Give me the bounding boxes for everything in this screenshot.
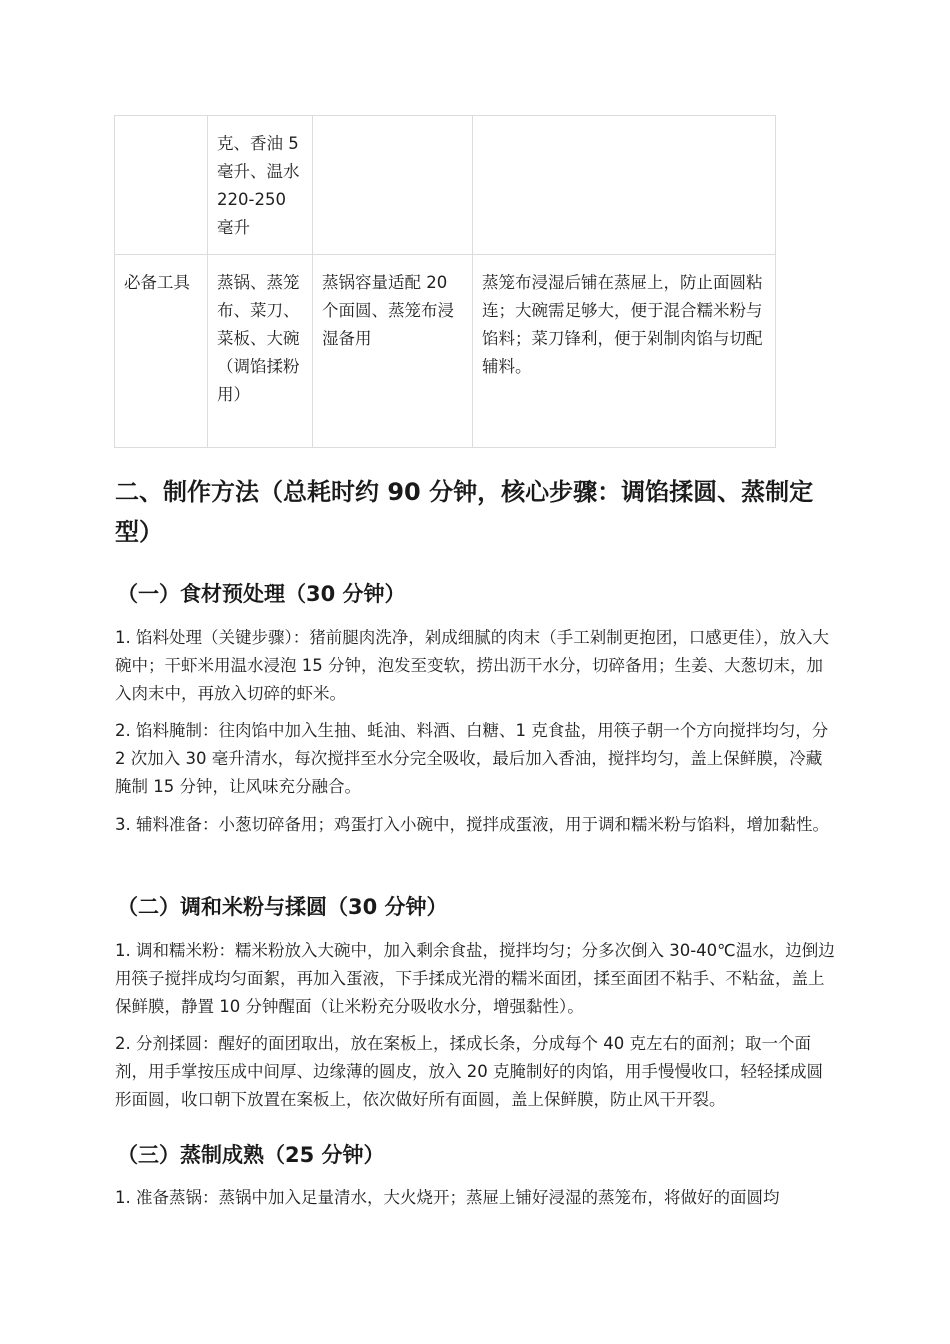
table-cell-items: 克、香油 5 毫升、温水 220-250 毫升 xyxy=(208,116,313,255)
step-paragraph: 1. 准备蒸锅：蒸锅中加入足量清水，大火烧开；蒸屉上铺好浸湿的蒸笼布，将做好的面圆均 xyxy=(115,1188,780,1207)
table-cell-note xyxy=(473,116,776,255)
table-row xyxy=(115,116,776,255)
subheading-preprocessing: （一）食材预处理（30 分钟） xyxy=(117,582,406,606)
step-paragraph: 3. 辅料准备：小葱切碎备用；鸡蛋打入小碗中，搅拌成蛋液，用于调和糯米粉与馅料，增加黏性。 xyxy=(115,815,829,834)
materials-table xyxy=(114,115,776,448)
step-paragraph: 1. 调和糯米粉：糯米粉放入大碗中，加入剩余食盐，搅拌均匀；分多次倒入 30-40℃温水，边倒边用筷子搅拌成均匀面絮，再加入蛋液，下手揉成光滑的糯米面团，揉至面团不粘手、不粘盆，盖上保鲜膜，静置 10 分钟醒面（让米粉充分吸收水分，增强黏性）。 xyxy=(115,941,835,1016)
subheading-steaming: （三）蒸制成熟（25 分钟） xyxy=(117,1143,385,1167)
table-cell-items: 蒸锅、蒸笼布、菜刀、菜板、大碗（调馅揉粉用） xyxy=(208,255,313,448)
step-paragraph: 2. 分剂揉圆：醒好的面团取出，放在案板上，揉成长条，分成每个 40 克左右的面剂；取一个面剂，用手掌按压成中间厚、边缘薄的圆皮，放入 20 克腌制好的肉馅，用手慢慢收口，轻轻揉成圆形面圆，收口朝下放置在案板上，依次做好所有面圆，盖上保鲜膜，防止风干开裂。 xyxy=(115,1034,823,1109)
table-cell-name: 必备工具 xyxy=(115,255,208,448)
section-heading-methods: 二、制作方法（总耗时约 90 分钟，核心步骤：调馅揉圆、蒸制定型） xyxy=(115,478,814,546)
table-row xyxy=(115,255,776,448)
step-paragraph: 1. 馅料处理（关键步骤）：猪前腿肉洗净，剁成细腻的肉末（手工剁制更抱团，口感更佳），放入大碗中；干虾米用温水浸泡 15 分钟，泡发至变软，捞出沥干水分，切碎备用；生姜、大葱切末，加入肉末中，再放入切碎的虾米。 xyxy=(115,628,829,703)
table-cell-note: 蒸笼布浸湿后铺在蒸屉上，防止面圆粘连；大碗需足够大，便于混合糯米粉与馅料；菜刀锋利，便于剁制肉馅与切配辅料。 xyxy=(473,255,776,448)
table-cell-name xyxy=(115,116,208,255)
table-cell-spec xyxy=(313,116,473,255)
step-paragraph: 2. 馅料腌制：往肉馅中加入生抽、蚝油、料酒、白糖、1 克食盐，用筷子朝一个方向搅拌均匀，分 2 次加入 30 毫升清水，每次搅拌至水分完全吸收，最后加入香油，搅拌均匀，盖上保鲜膜，冷藏腌制 15 分钟，让风味充分融合。 xyxy=(115,721,829,796)
subheading-mixing-rolling: （二）调和米粉与揉圆（30 分钟） xyxy=(117,895,448,919)
table-cell-spec: 蒸锅容量适配 20 个面圆、蒸笼布浸湿备用 xyxy=(313,255,473,448)
